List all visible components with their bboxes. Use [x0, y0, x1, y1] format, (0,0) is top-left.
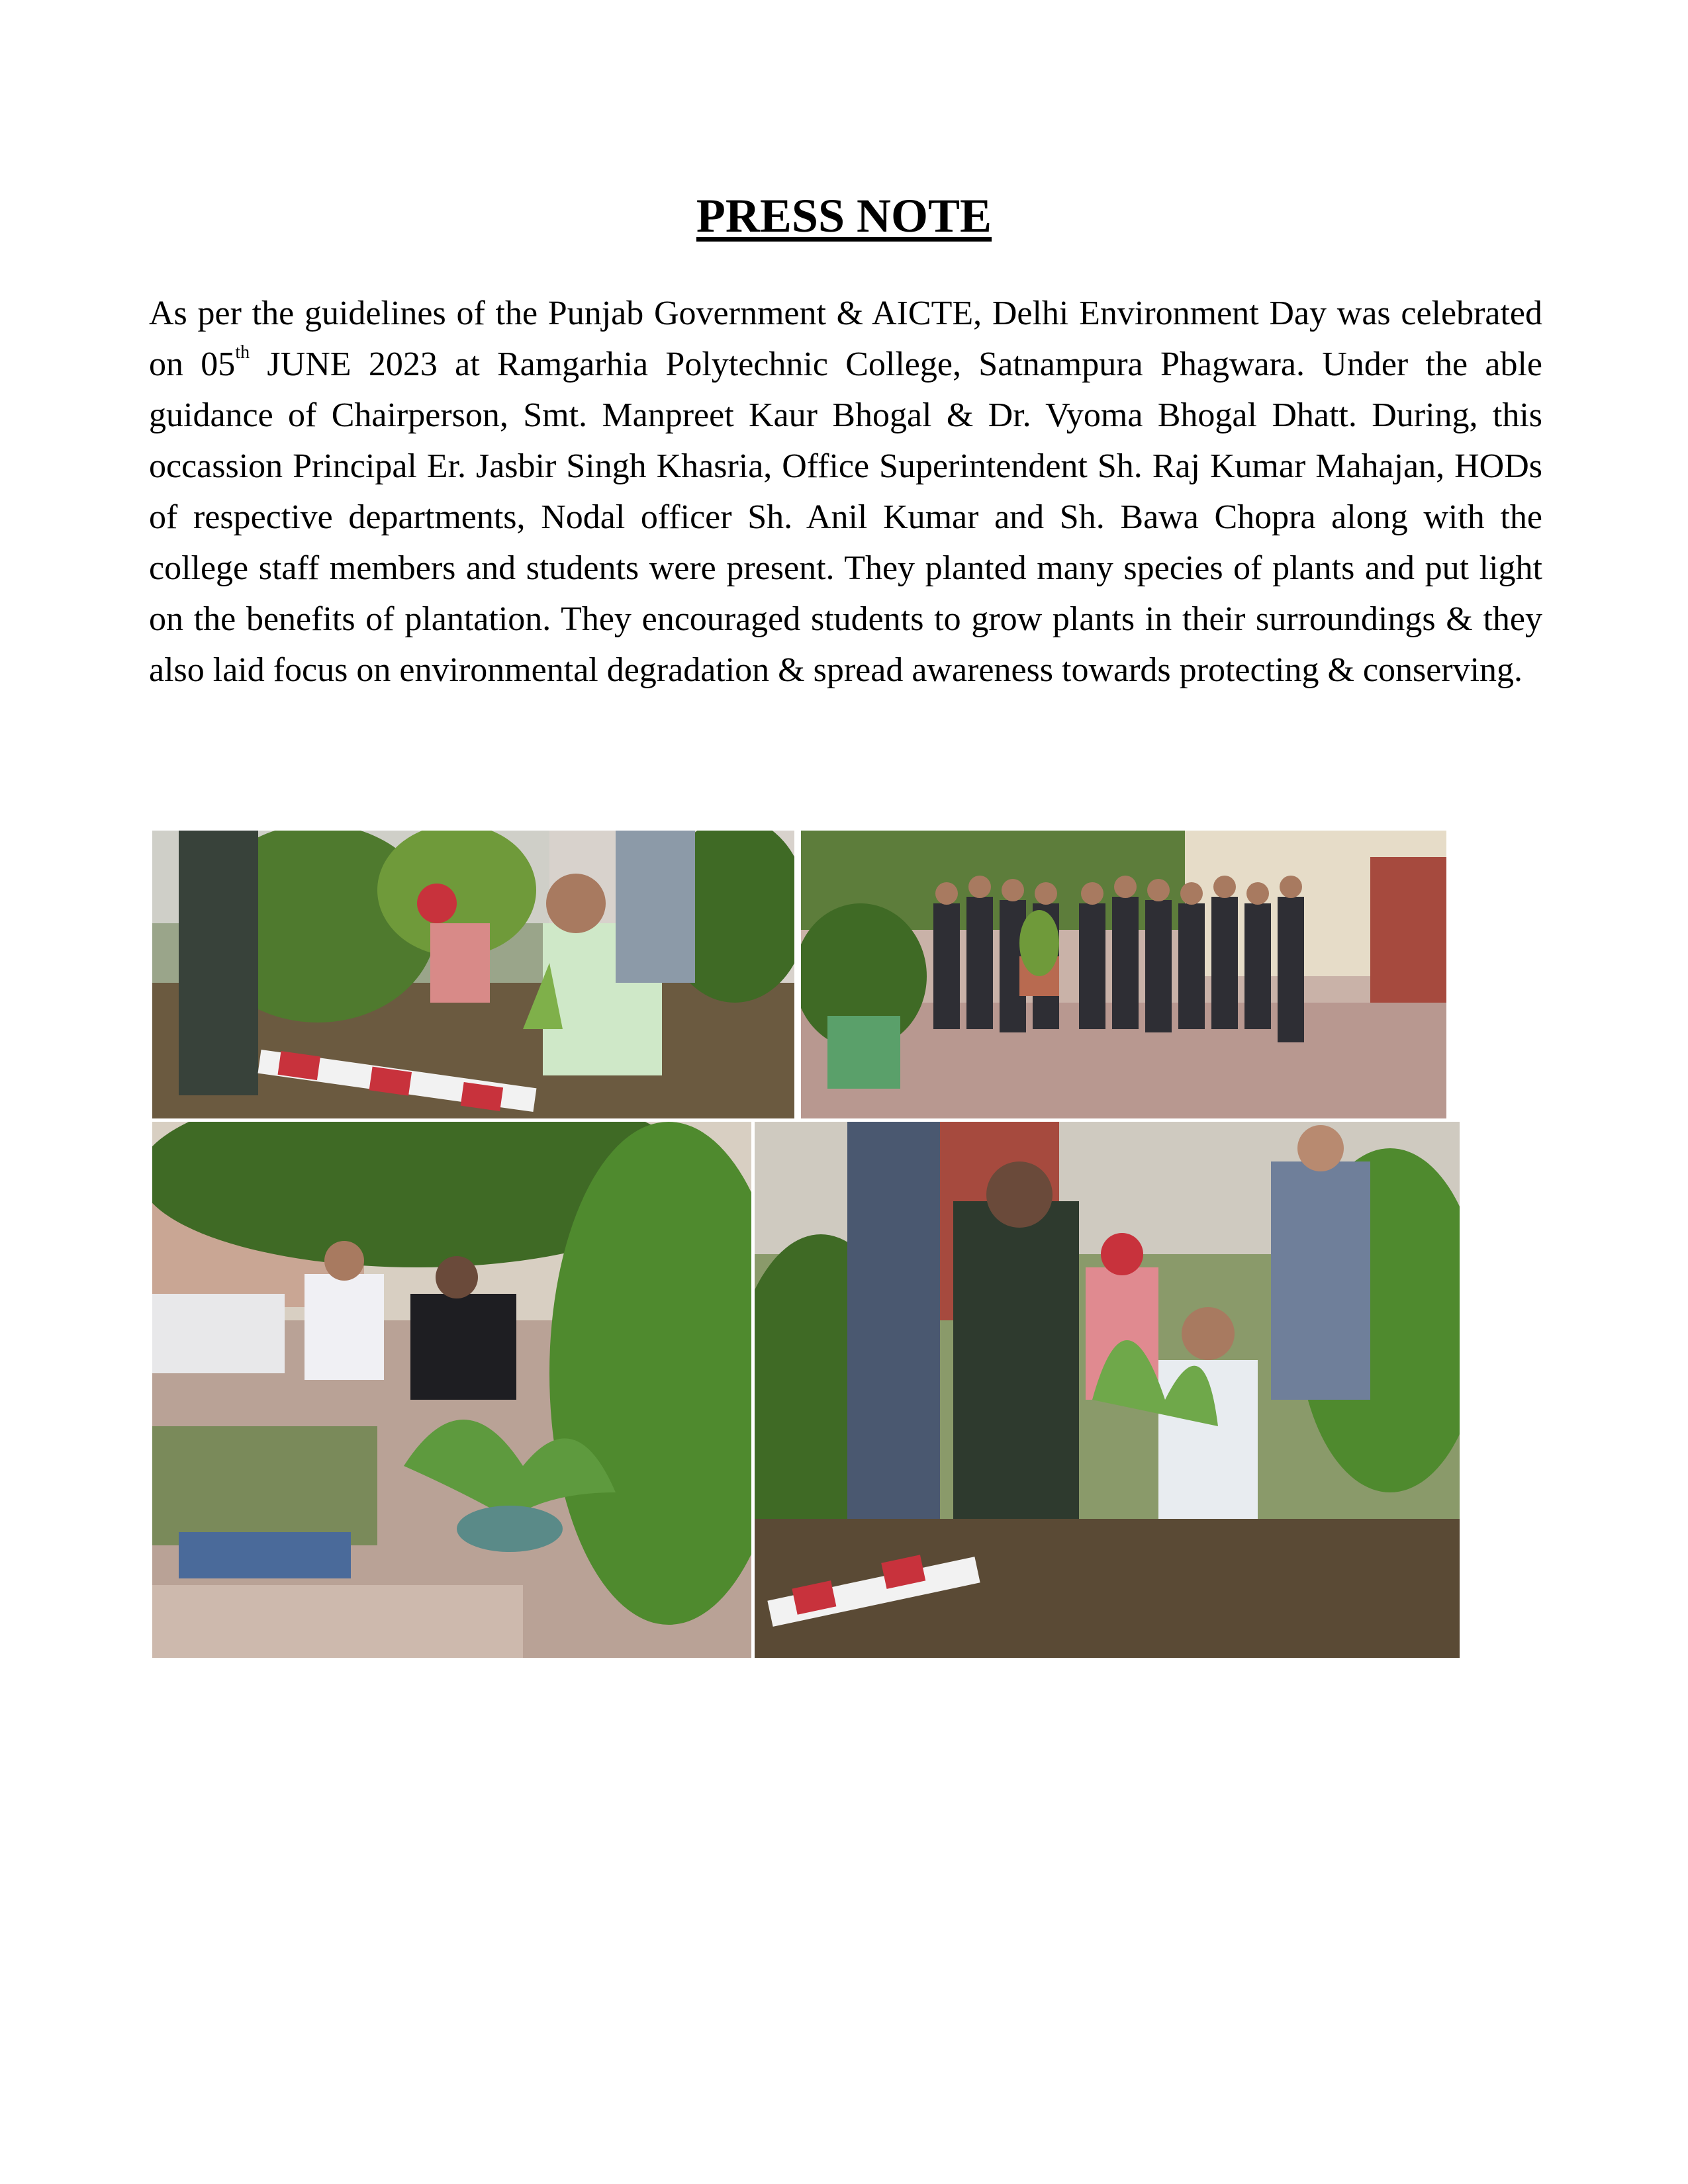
date-ordinal-suffix: th: [235, 342, 250, 363]
photo-students-potted-plant-image: [152, 1122, 751, 1658]
body-text-part-1: As per the guidelines of the Punjab Government & AICTE, Delhi Environment Day was celebrated on 05: [149, 295, 1542, 383]
body-text-part-2: JUNE 2023 at Ramgarhia Polytechnic College, Satnampura Phagwara. Under the able guidance of Chairperson, Smt. Manpreet Kaur Bhogal & Dr. Vyoma Bhogal Dhatt. During, this occassion Principal Er. Jasbir Singh Khasria, Office Superintendent Sh. Raj Kumar Mahajan, HODs of respective departments, Nodal officer Sh. Anil Kumar and Sh. Bawa Chopra along with the college staff members and students were present. They planted many species of plants and put light on the benefits of plantation. They encouraged students to grow plants in their surroundings & they also laid focus on environmental degradation & spread awareness towards protecting & conserving.: [149, 345, 1542, 689]
page-title: PRESS NOTE: [696, 189, 992, 242]
photo-students-potted-plant: [152, 1122, 751, 1658]
photo-staff-planting-bed: [755, 1122, 1460, 1658]
photo-staff-planting-bed-image: [755, 1122, 1460, 1658]
press-note-body: [149, 288, 1542, 696]
photo-group-courtyard: [801, 831, 1446, 1118]
photo-group-courtyard-image: [801, 831, 1446, 1118]
photo-planting-sapling-image: [152, 831, 794, 1118]
photo-planting-sapling: [152, 831, 794, 1118]
